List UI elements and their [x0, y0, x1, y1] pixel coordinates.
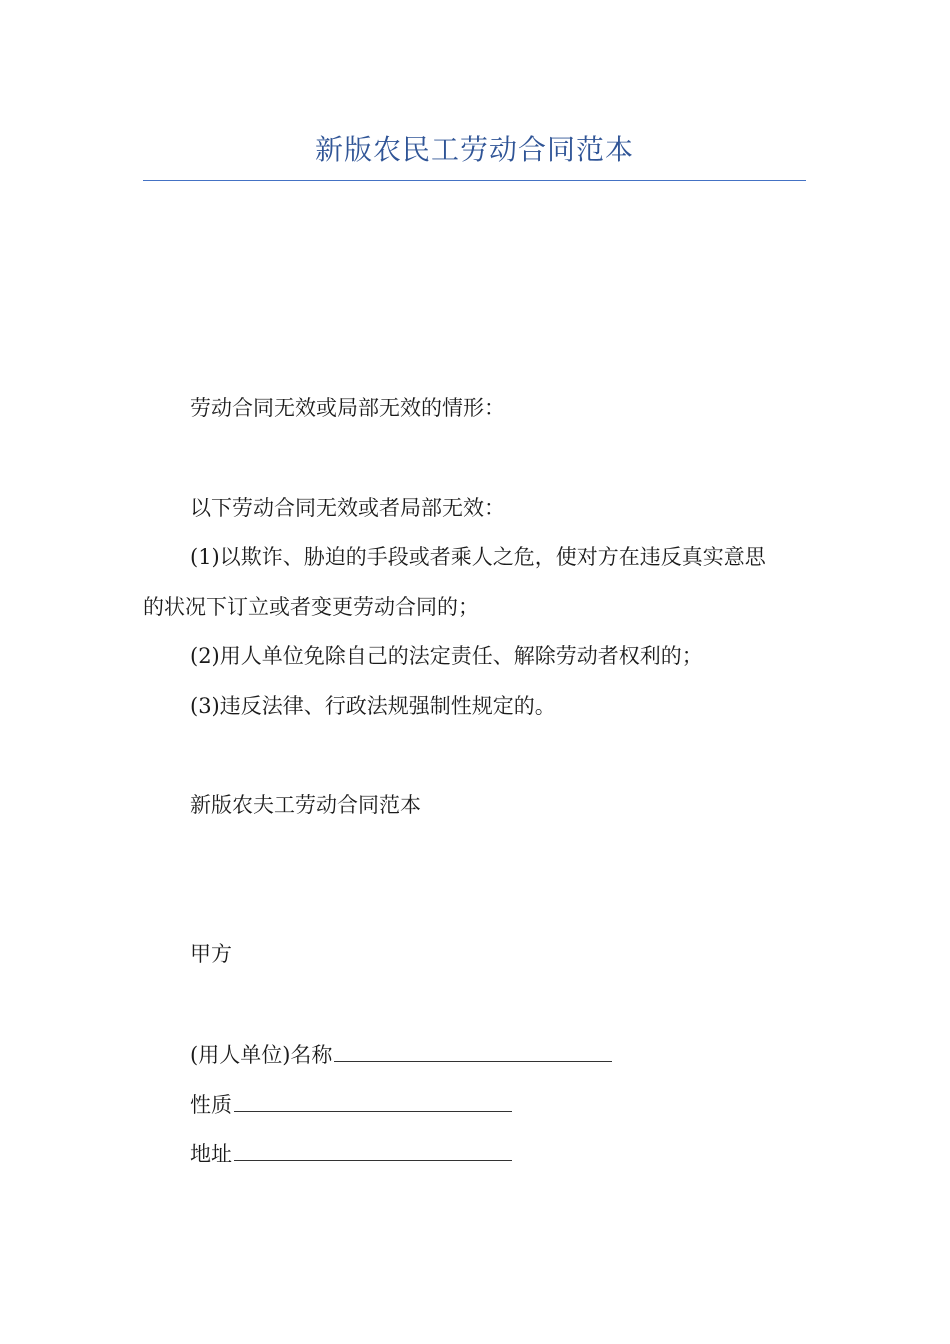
field-nature-label: 性质 [190, 1093, 232, 1117]
item-2: (2)用人单位免除自己的法定责任、解除劳动者权利的； [190, 644, 703, 668]
intro-paragraph: 以下劳动合同无效或者局部无效： [190, 496, 505, 520]
field-employer-name [190, 1039, 612, 1070]
field-nature [190, 1089, 512, 1120]
field-address-blank[interactable] [234, 1138, 512, 1161]
contract-subtitle: 新版农夫工劳动合同范本 [190, 793, 421, 817]
item-1-line-2: 的状况下订立或者变更劳动合同的； [143, 595, 479, 619]
field-address-label: 地址 [190, 1142, 232, 1166]
field-address [190, 1138, 512, 1169]
document-title: 新版农民工劳动合同范本 [314, 133, 634, 166]
field-employer-name-label: (用人单位)名称 [190, 1043, 333, 1067]
field-nature-blank[interactable] [234, 1089, 512, 1112]
item-3: (3)违反法律、行政法规强制性规定的。 [190, 694, 556, 718]
field-employer-name-blank[interactable] [334, 1039, 612, 1062]
heading-invalid-cases: 劳动合同无效或局部无效的情形： [190, 396, 505, 420]
party-a-label: 甲方 [190, 942, 232, 966]
item-1-line-1: (1)以欺诈、胁迫的手段或者乘人之危，使对方在违反真实意思 [190, 545, 766, 569]
title-underline [143, 180, 806, 181]
